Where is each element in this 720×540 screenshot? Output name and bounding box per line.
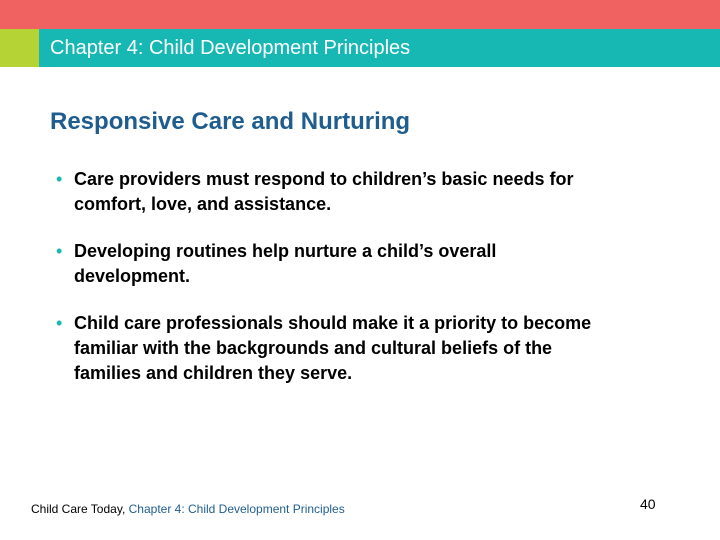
footer-chapter: Chapter 4: Child Development Principles <box>128 502 345 516</box>
chapter-title: Chapter 4: Child Development Principles <box>50 37 411 59</box>
bullet-icon: • <box>56 313 63 333</box>
bullet-text: Child care professionals should make it a priority to become familiar with the backgrounds and cultural beliefs of the families and children they serve. <box>74 313 592 383</box>
footer-book-title: Child Care Today, <box>31 502 126 516</box>
accent-square <box>0 29 39 67</box>
bullet-item <box>56 311 596 386</box>
bullet-text: Developing routines help nurture a child’s overall development. <box>74 241 497 286</box>
bullet-text: Care providers must respond to children’s basic needs for comfort, love, and assistance. <box>74 169 574 214</box>
top-color-band <box>0 0 720 29</box>
chapter-title-bar <box>39 29 720 67</box>
bullet-icon: • <box>56 241 63 261</box>
bullet-icon: • <box>56 169 63 189</box>
bullet-list <box>56 167 596 408</box>
bullet-item <box>56 167 596 217</box>
page-number: 40 <box>640 496 656 512</box>
bullet-item <box>56 239 596 289</box>
slide-footer <box>31 502 345 516</box>
slide-heading: Responsive Care and Nurturing <box>50 108 411 135</box>
